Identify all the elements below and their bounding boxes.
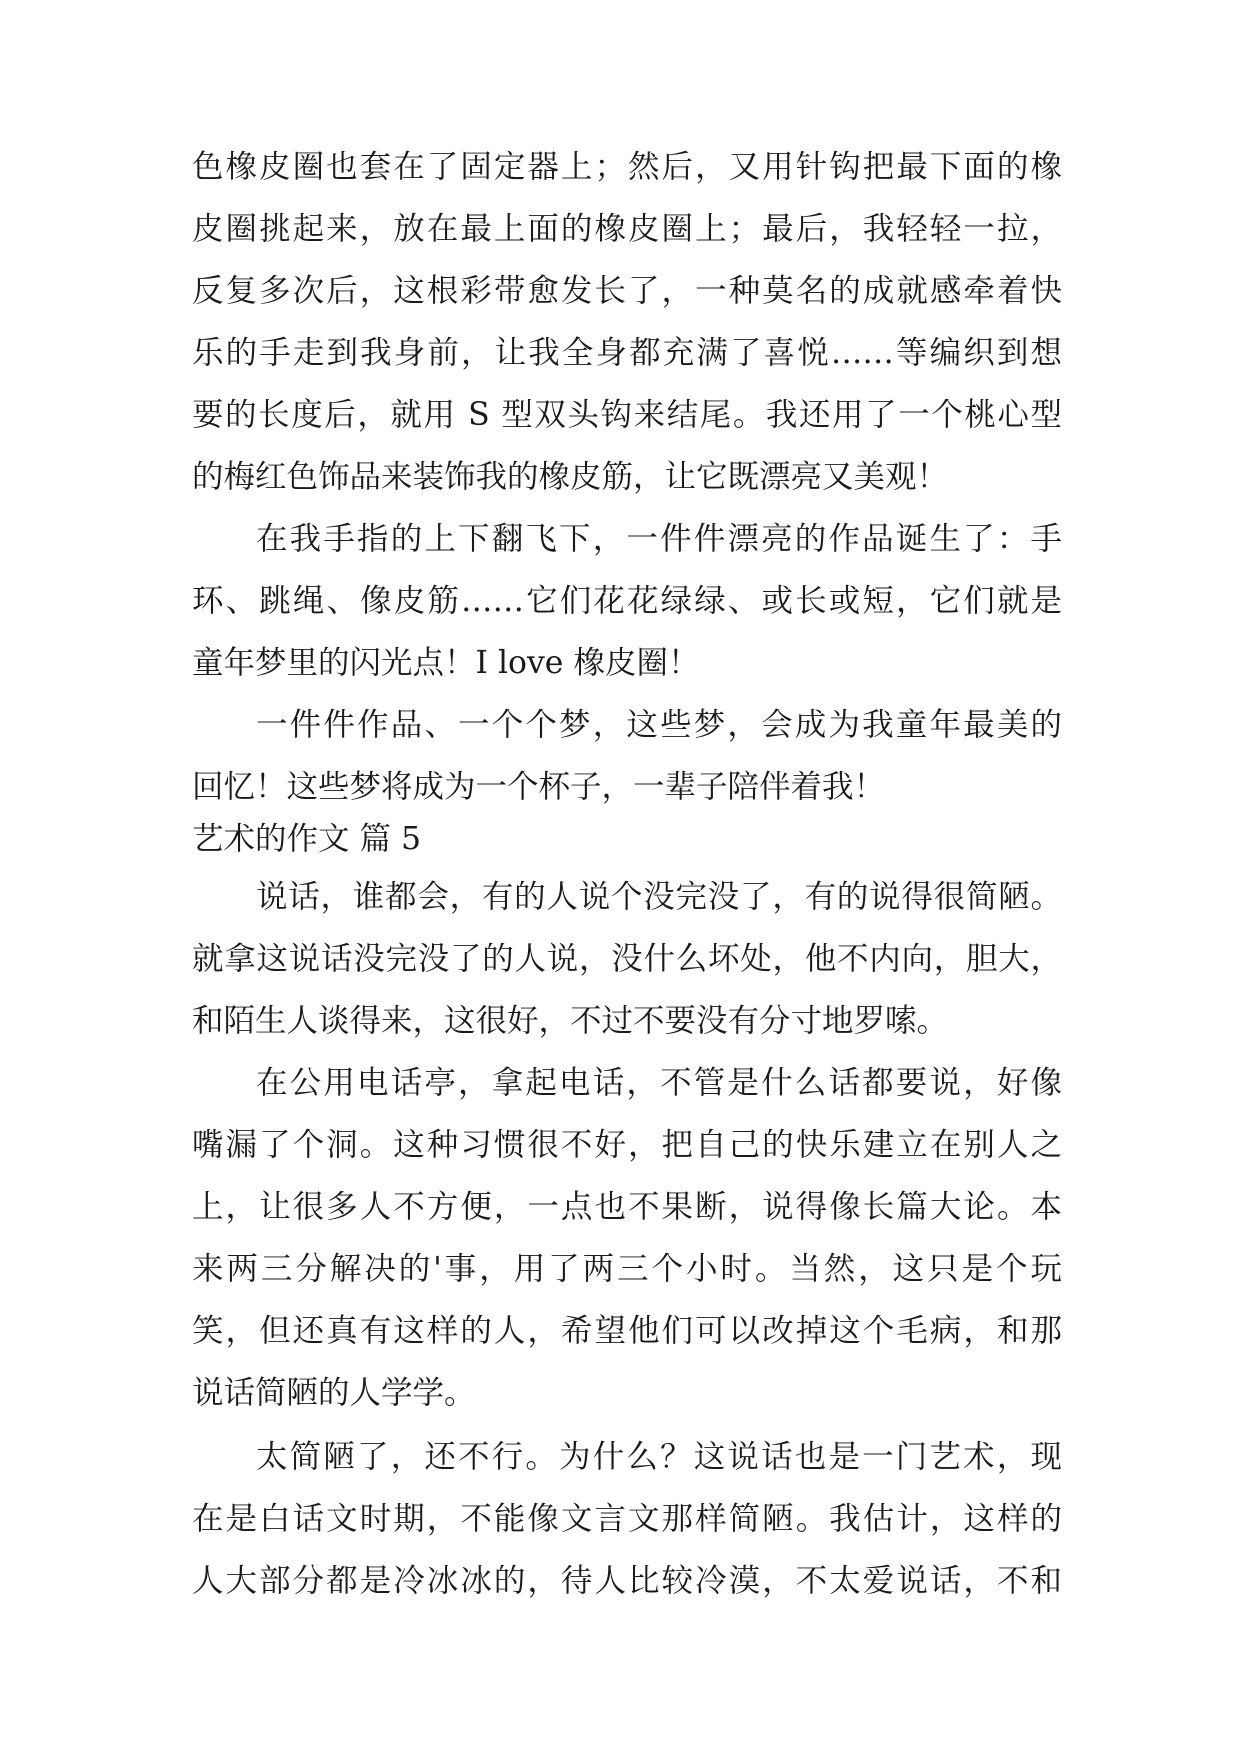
text-line: 环、跳绳、像皮筋……它们花花绿绿、或长或短，它们就是: [192, 583, 1062, 619]
text-line: 反复多次后，这根彩带愈发长了，一种莫名的成就感牵着快: [192, 273, 1062, 309]
text-line: 乐的手走到我身前，让我全身都充满了喜悦……等编织到想: [192, 335, 1062, 371]
paragraph-first-line: 太简陋了，还不行。为什么？这说话也是一门艺术，现: [256, 1439, 1062, 1475]
paragraph-first-line: 在公用电话亭，拿起电话，不管是什么话都要说，好像: [256, 1065, 1062, 1101]
text-line: 嘴漏了个洞。这种习惯很不好，把自己的快乐建立在别人之: [192, 1127, 1062, 1163]
text-line: 上，让很多人不方便，一点也不果断，说得像长篇大论。本: [192, 1189, 1062, 1225]
paragraph-first-line: 一件件作品、一个个梦，这些梦，会成为我童年最美的: [256, 707, 1062, 743]
text-line: 人大部分都是冷冰冰的，待人比较冷漠，不太爱说话，不和: [192, 1563, 1062, 1599]
paragraph-first-line: 说话，谁都会，有的人说个没完没了，有的说得很简陋。: [256, 879, 1062, 915]
text-line: 童年梦里的闪光点！I love 橡皮圈！: [192, 645, 700, 681]
section-heading: 艺术的作文 篇 5: [192, 821, 422, 857]
text-line: 皮圈挑起来，放在最上面的橡皮圈上；最后，我轻轻一拉，: [192, 211, 1062, 247]
text-line: 色橡皮圈也套在了固定器上；然后，又用针钩把最下面的橡: [192, 149, 1062, 185]
text-line: 来两三分解决的'事，用了两三个小时。当然，这只是个玩: [192, 1251, 1062, 1287]
text-line: 在是白话文时期，不能像文言文那样简陋。我估计，这样的: [192, 1501, 1062, 1537]
text-line: 笑，但还真有这样的人，希望他们可以改掉这个毛病，和那: [192, 1313, 1062, 1349]
text-line: 回忆！这些梦将成为一个杯子，一辈子陪伴着我！: [192, 769, 886, 805]
paragraph-first-line: 在我手指的上下翻飞下，一件件漂亮的作品诞生了：手: [256, 521, 1062, 557]
text-line: 和陌生人谈得来，这很好，不过不要没有分寸地罗嗦。: [192, 1003, 949, 1039]
text-line: 就拿这说话没完没了的人说，没什么坏处，他不内向，胆大，: [192, 941, 1062, 977]
text-line: 要的长度后，就用 S 型双头钩来结尾。我还用了一个桃心型: [192, 397, 1062, 433]
text-line: 说话简陋的人学学。: [192, 1375, 476, 1411]
text-line: 的梅红色饰品来装饰我的橡皮筋，让它既漂亮又美观！: [192, 459, 949, 495]
